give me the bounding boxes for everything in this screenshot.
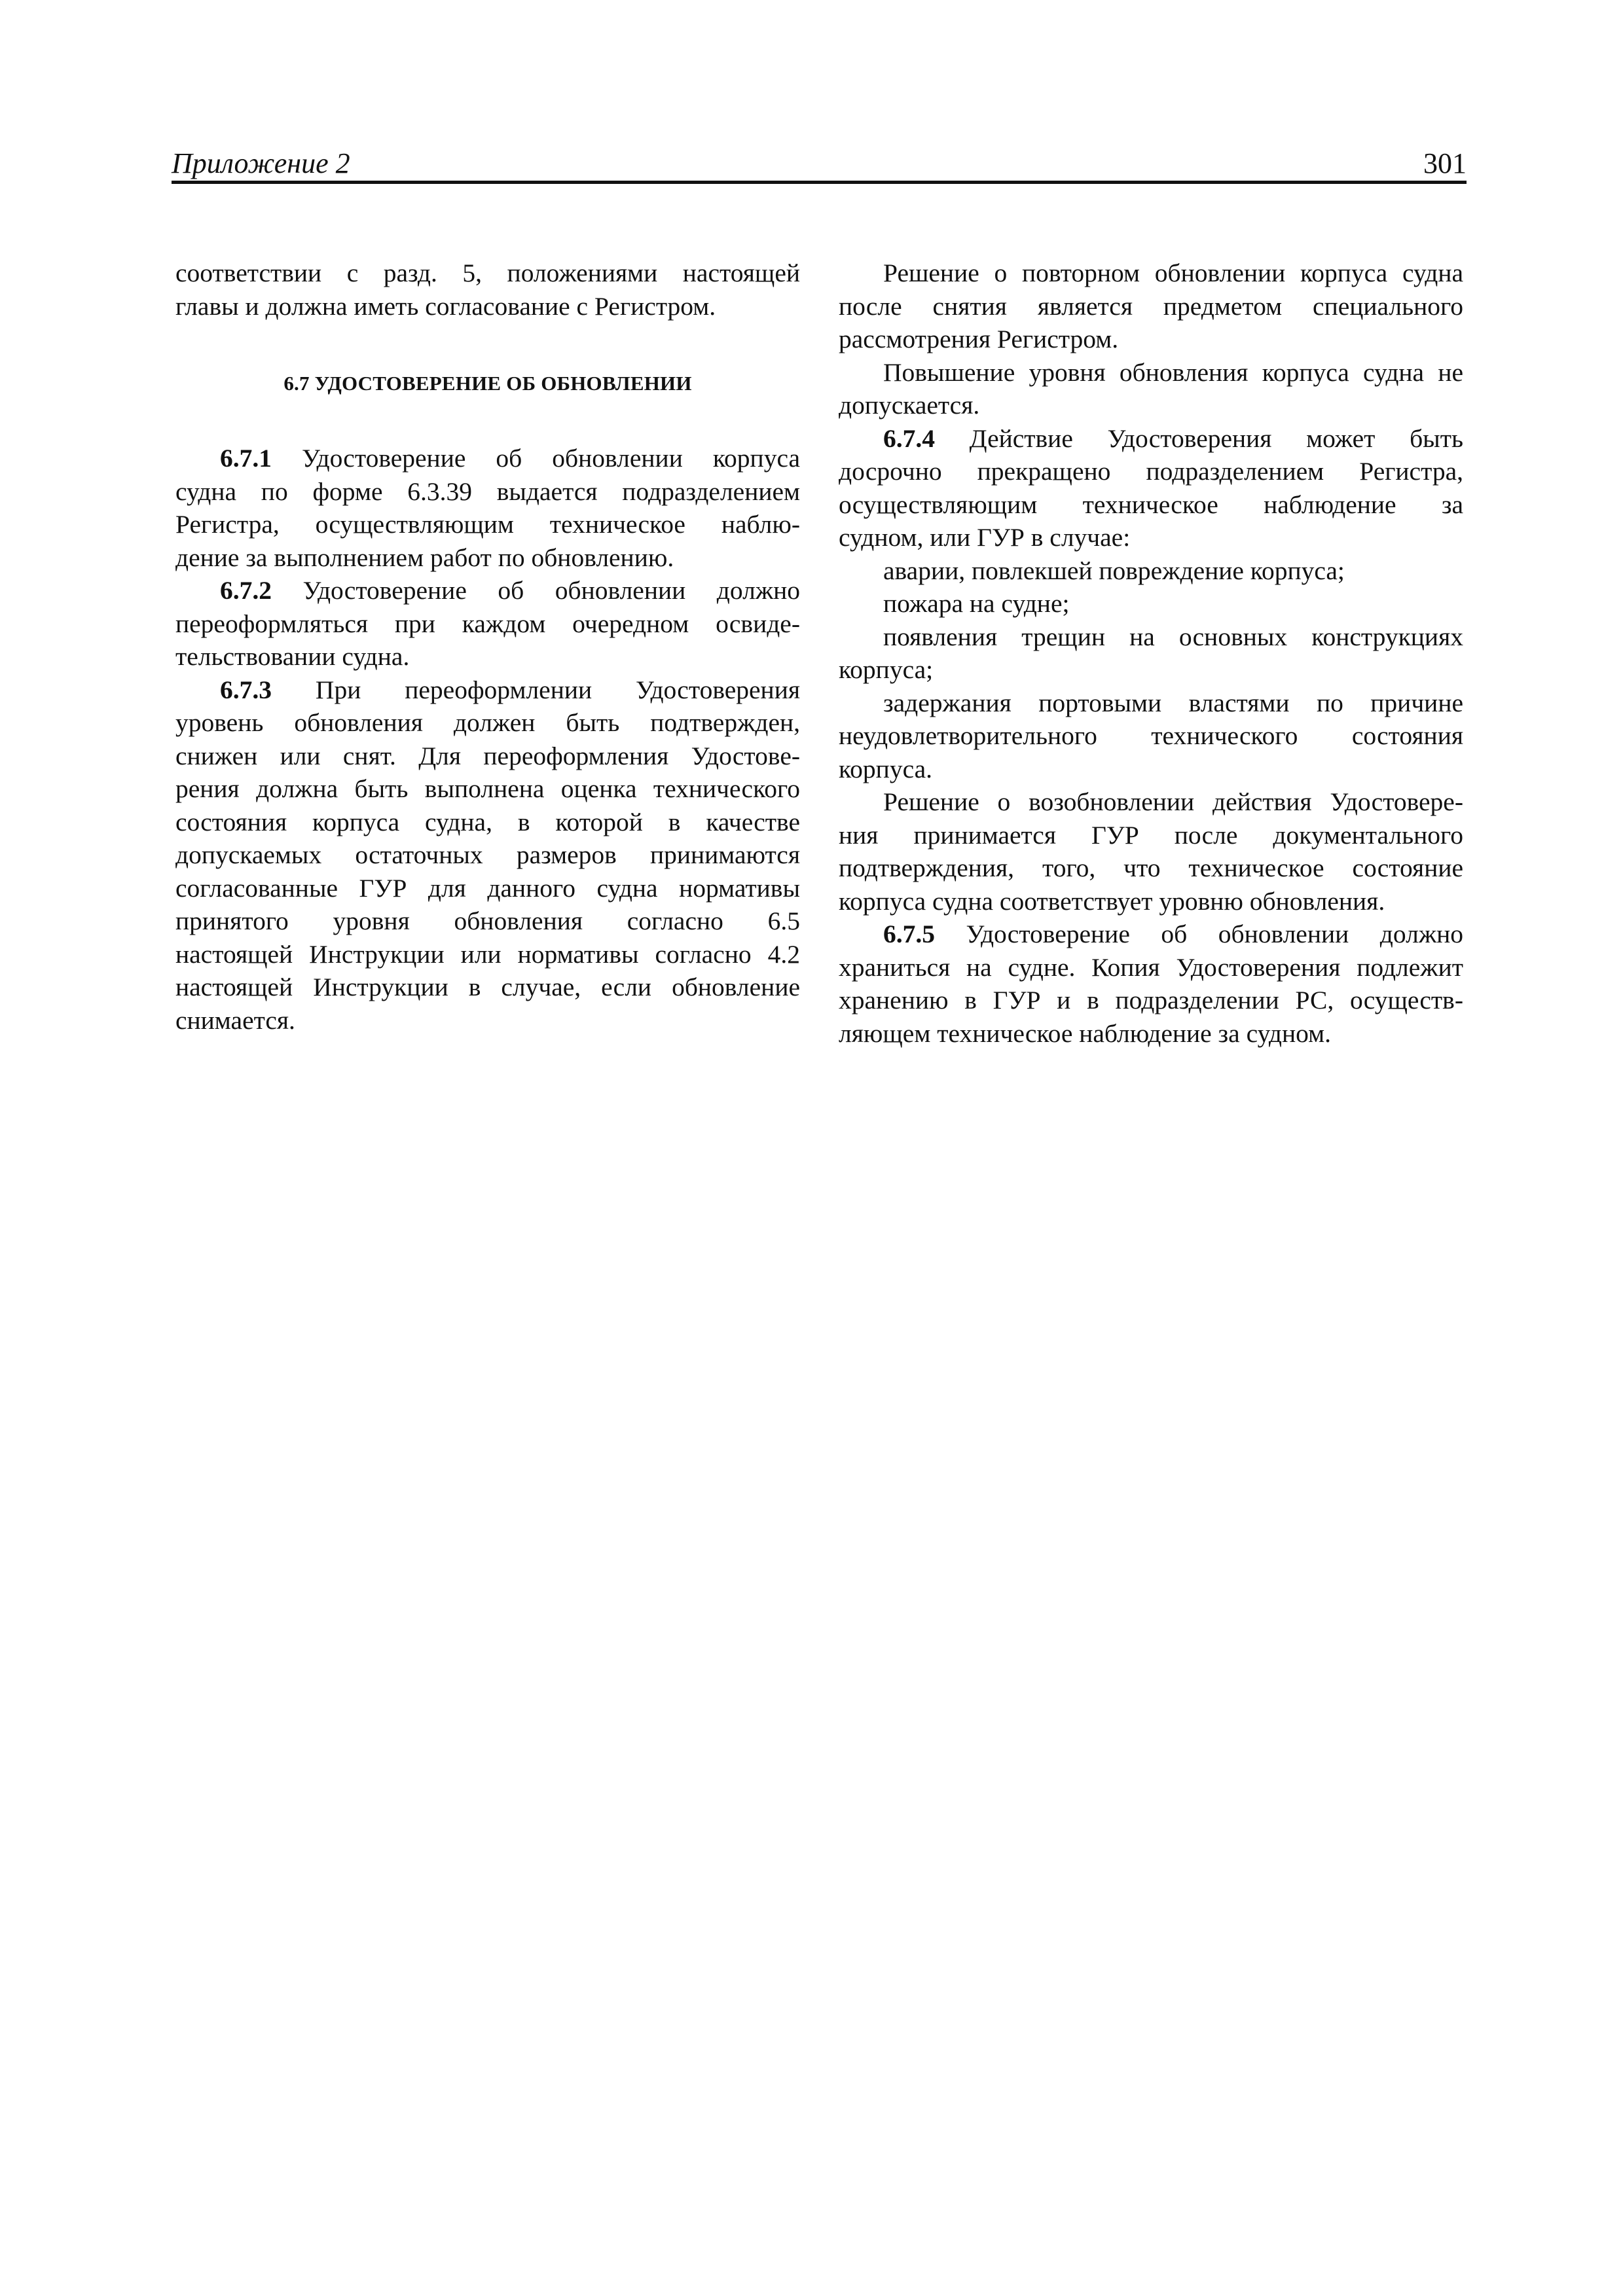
- paragraph-6-7-3-first-line: [175, 673, 800, 707]
- list-item: корпуса.: [839, 754, 932, 783]
- text-line: тельствовании судна.: [175, 642, 410, 671]
- text-line: храниться на судне. Копия Удостоверения подлежит: [839, 952, 1463, 982]
- text-line: настоящей Инструкции или нормативы согласно 4.2: [175, 939, 800, 969]
- clause-number: 6.7.3: [220, 675, 272, 704]
- clause-number: 6.7.5: [883, 920, 935, 948]
- list-item: задержания портовыми властями по причине: [883, 688, 1463, 717]
- text-line: Повышение уровня обновления корпуса судна не: [883, 357, 1463, 387]
- text-line: При переоформлении Удостоверения: [272, 675, 800, 704]
- continuation-line: главы и должна иметь согласование с Регистром.: [175, 291, 716, 321]
- text-line: переоформляться при каждом очередном освиде-: [175, 609, 800, 638]
- text-line: снимается.: [175, 1005, 295, 1035]
- text-line: Действие Удостоверения может быть: [935, 423, 1463, 453]
- text-line: согласованные ГУР для данного судна нормативы: [175, 873, 800, 903]
- text-line: Удостоверение об обновлении должно: [935, 920, 1463, 948]
- text-line: после снятия является предметом специального: [839, 291, 1463, 321]
- paragraph-6-7-1-first-line: [175, 442, 800, 475]
- paragraph-6-7-5-first-line: [839, 918, 1463, 951]
- left-column: [175, 257, 800, 1037]
- text-line: уровень обновления должен быть подтвержден,: [175, 708, 800, 737]
- text-line: допускается.: [839, 391, 980, 420]
- text-line: хранению в ГУР и в подразделении РС, осуществ-: [839, 986, 1463, 1014]
- text-line: Решение о возобновлении действия Удостовере-: [883, 787, 1463, 816]
- text-line: рения должна быть выполнена оценка технического: [175, 774, 800, 803]
- text-line: принятого уровня обновления согласно 6.5: [175, 906, 800, 935]
- text-line: корпуса судна соответствует уровню обновления.: [839, 886, 1385, 916]
- list-item: пожара на судне;: [883, 589, 1070, 618]
- text-line: Решение о повторном обновлении корпуса судна: [883, 259, 1463, 287]
- text-line: судном, или ГУР в случае:: [839, 523, 1131, 552]
- text-line: осуществляющим техническое наблюдение за: [839, 490, 1463, 519]
- list-item: неудовлетворительного технического состояния: [839, 721, 1463, 750]
- text-line: состояния корпуса судна, в которой в качестве: [175, 807, 800, 836]
- text-line: подтверждения, того, что техническое состояние: [839, 853, 1463, 882]
- text-line: судна по форме 6.3.39 выдается подразделением: [175, 476, 800, 506]
- text-line: ляющем техническое наблюдение за судном.: [839, 1018, 1331, 1048]
- text-line: досрочно прекращено подразделением Регистра,: [839, 457, 1463, 486]
- list-item: появления трещин на основных конструкциях: [883, 622, 1463, 651]
- list-item: корпуса;: [839, 655, 934, 684]
- clause-number: 6.7.1: [220, 444, 272, 473]
- text-line: допускаемых остаточных размеров принимаются: [175, 840, 800, 869]
- paragraph-6-7-2-first-line: [175, 574, 800, 607]
- text-line: ния принимается ГУР после документального: [839, 820, 1463, 850]
- right-column: [839, 257, 1463, 1050]
- text-line: настоящей Инструкции в случае, если обновление: [175, 973, 800, 1001]
- text-line: снижен или снят. Для переоформления Удостове-: [175, 741, 800, 770]
- text-line: рассмотрения Регистром.: [839, 325, 1119, 353]
- text-line: Регистра, осуществляющим техническое наблю-: [175, 510, 800, 539]
- section-title: 6.7 УДОСТОВЕРЕНИЕ ОБ ОБНОВЛЕНИИ: [283, 372, 692, 395]
- paragraph-6-7-4-first-line: [839, 422, 1463, 456]
- page-number: 301: [1423, 147, 1467, 179]
- clause-number: 6.7.2: [220, 576, 272, 605]
- page-header: [172, 140, 1467, 184]
- text-line: дение за выполнением работ по обновлению.: [175, 543, 674, 572]
- running-title: Приложение 2: [172, 147, 350, 179]
- text-line: Удостоверение об обновлении корпуса: [272, 444, 800, 473]
- list-item: аварии, повлекшей повреждение корпуса;: [883, 556, 1345, 585]
- clause-number: 6.7.4: [883, 423, 935, 453]
- continuation-line: соответствии с разд. 5, положениями настоящей: [175, 259, 800, 287]
- text-line: Удостоверение об обновлении должно: [272, 576, 800, 605]
